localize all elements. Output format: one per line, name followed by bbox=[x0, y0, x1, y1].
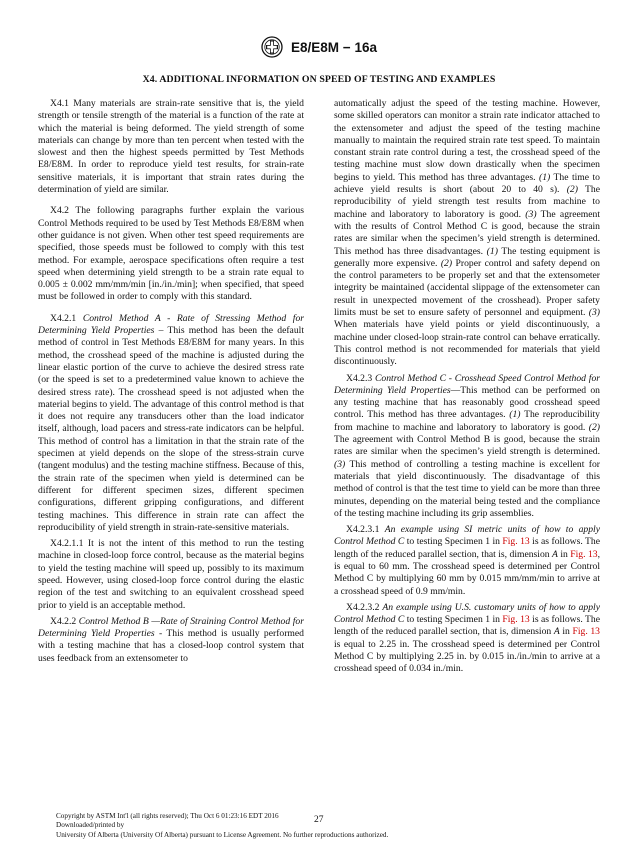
paragraph-body: – This method has been the default method of control in Test Methods E8/E8M for many years. In this method, the crosshead speed of the machine is adjusted during the linear elastic portion of the curve to achieve the desired stress rate (or the speed is set to a predetermined value known to achieve the desired stress rate). The crosshead speed is not adjusted when the material begins to yield. The advantage of this control method is that it does not require any transducers other than the load indicator itself, although, load pacers and stress-rate indicators can be helpful. This method of control has a limitation in that the strain rate of the specimen at yield depends on the slope of the stress-strain curve (tangent modulus) and the testing machine stiffness. Because of this, the strain rate of the specimen when yield is determined can be different for different specimen sizes, different specimen configurations, different gripping configurations, and different testing machines. This difference in strain rate can affect the reproducibility of yield strength in strain-rate-sensitive materials. bbox=[38, 325, 304, 533]
paragraph-x4-2-1 bbox=[38, 313, 304, 534]
text-run: (2) bbox=[588, 421, 600, 433]
paragraph-x4-2-1-1: X4.2.1.1 It is not the intent of this method to run the testing machine in closed-loop force control, because as the material begins to yield the testing machine will speed up, possibly to its maximum speed. However, using closed-loop force control during the elastic region of the test and switching to an equivalent crosshead speed prior to yield is an acceptable method. bbox=[38, 538, 304, 611]
paragraph-x4-2-2 bbox=[38, 616, 304, 665]
paragraph-number: X4.2.3 bbox=[346, 372, 373, 384]
paragraph-heading: Control Method C - Crosshead Speed Control Method for Determining Yield Properties bbox=[334, 372, 600, 396]
text-run: This method of controlling a testing machine is excellent for materials that yield discontinuously. The disadvantage of this method of control is that the test time to yield can be more than three minutes, depending on the material being tested and the compliance of the testing machine including its grip assemblies. bbox=[334, 458, 600, 519]
fig-13-link[interactable]: Fig. 13 bbox=[502, 614, 530, 626]
paragraph-heading: An example using U.S. customary units of how to apply Control Method C bbox=[334, 601, 600, 626]
text-run: (2) bbox=[566, 184, 578, 196]
paragraph-number: X4.2.2 bbox=[50, 615, 77, 627]
text-run: to testing Specimen 1 in bbox=[404, 536, 503, 548]
section-title: X4. ADDITIONAL INFORMATION ON SPEED OF TESTING AND EXAMPLES bbox=[142, 74, 496, 85]
text-run: (1) bbox=[486, 245, 498, 257]
text-run: , is equal to 60 mm. The crosshead speed is determined per Control Method C by multiplying 60 mm by 0.015 mm/mm/min to arrive at a crosshead speed of 0.9 mm/min. bbox=[334, 548, 600, 597]
text-run: Proper control and safety depend on the control parameters to be properly set and that the extensometer integrity be maintained (accidental slippage of the extensometer can result in unexpected movement of the crosshead). Proper safety limits must be set to ensure safety of personnel and equipment. bbox=[334, 257, 600, 319]
text-run: (1) bbox=[539, 171, 551, 183]
paragraph-continued bbox=[334, 98, 600, 369]
text-run: The testing equipment is generally more expensive. bbox=[334, 245, 600, 269]
text-run: (3) bbox=[588, 307, 600, 319]
text-run: (1) bbox=[509, 409, 521, 421]
text-run: in bbox=[559, 626, 573, 638]
fig-13-link[interactable]: Fig. 13 bbox=[570, 548, 598, 560]
paragraph-number: X4.2.3.2 bbox=[346, 601, 380, 613]
paragraph-x4-1: X4.1 Many materials are strain-rate sensitive that is, the yield strength or tensile strength of the material is a function of the rate at which the material is being deformed. The yield strength of some materials can change by more than ten percent when tested with the slowest and then the highest speeds permitted by Test Methods E8/E8M. In order to reproduce yield test results, for strain-rate sensitive materials, it is important that strain rates during the determination of yield are similar. bbox=[38, 98, 304, 196]
page-number: 27 bbox=[314, 815, 324, 825]
text-run: to testing Specimen 1 in bbox=[404, 614, 503, 626]
text-run: The agreement with the results of Control Method C is good, because the strain rates are similar when the specimen’s yield strength is determined. This method has three disadvantages. bbox=[334, 208, 601, 257]
standard-designation: E8/E8M − 16a bbox=[291, 39, 377, 55]
download-line: Downloaded/printed by bbox=[56, 821, 125, 830]
text-run: in bbox=[557, 548, 571, 560]
fig-13-link[interactable]: Fig. 13 bbox=[502, 536, 530, 548]
copyright-line: Copyright by ASTM Int'l (all rights reserved); Thu Oct 6 01:23:16 EDT 2016 bbox=[56, 812, 279, 820]
text-run: The reproducibility from machine to machine and laboratory to laboratory is good. bbox=[334, 409, 600, 433]
paragraph-number: X4.2.1 bbox=[50, 312, 77, 324]
paragraph-x4-2-3-2 bbox=[334, 602, 600, 676]
paragraph-body: - This method is usually performed with a testing machine that has a closed-loop control system that uses feedback from an extensometer to bbox=[38, 628, 304, 664]
text-run: (3) bbox=[525, 208, 537, 220]
paragraph-heading: Control Method A - Rate of Stressing Method for Determining Yield Properties bbox=[38, 312, 305, 337]
text-run: —This method can be performed on any testing machine that has reasonably good crosshead speed control. This method has three advantages. bbox=[334, 384, 600, 421]
paragraph-heading: Control Method B —Rate of Straining Control Method for Determining Yield Properties bbox=[38, 615, 304, 640]
paragraph-x4-2: X4.2 The following paragraphs further explain the various Control Methods required to be used by Test Methods E8/E8M when other guidance is not given. When other test speed requirements are specified, those speeds must be followed to comply with this test method. For example, aerospace specifications often require a test speed when determining yield strength to be a strain rate equal to 0.005 ± 0.002 mm/mm/min [in./in./min]; when specified, that speed must be followed in order to comply with this standard. bbox=[38, 205, 304, 303]
paragraph-number: X4.2.3.1 bbox=[346, 524, 380, 536]
text-run: is as follows. The length of the reduced parallel section, that is, dimension bbox=[334, 536, 601, 560]
text-run: The reproducibility of yield strength test results from machine to machine and laboratory to laboratory is good. bbox=[334, 184, 600, 220]
dimension-variable: A bbox=[553, 626, 560, 638]
astm-logo-icon bbox=[261, 36, 283, 58]
paragraph-x4-2-3-1 bbox=[334, 524, 600, 598]
fig-13-link[interactable]: Fig. 13 bbox=[572, 626, 600, 638]
text-run: is as follows. The length of the reduced parallel section, that is, dimension bbox=[334, 614, 601, 638]
text-run: The time to achieve yield results is short (about 20 to 40 s). bbox=[334, 171, 600, 196]
left-column bbox=[38, 98, 304, 665]
document-header bbox=[0, 36, 638, 58]
right-column bbox=[334, 98, 600, 676]
dimension-variable: A bbox=[552, 548, 558, 560]
page-footer bbox=[56, 812, 576, 840]
text-run: When materials have yield points or yield discontinuously, a machine under closed-loop strain-rate control can behave erratically. This control method is not recommended for materials that yield discontinuously. bbox=[334, 319, 600, 368]
license-line: University Of Alberta (University Of Alberta) pursuant to License Agreement. No further reproductions authorized. bbox=[56, 830, 389, 839]
paragraph-x4-2-3 bbox=[334, 373, 600, 521]
paragraph-heading: An example using SI metric units of how to apply Control Method C bbox=[334, 524, 601, 548]
text-run: The agreement with Control Method B is good, because the strain rates are similar when the specimen’s yield strength is determined. bbox=[334, 434, 600, 458]
text-run: is equal to 2.25 in. The crosshead speed is determined per Control Method C by multiplying 2.25 in. by 0.015 in./in./min to arrive at a crosshead speed of 0.034 in./min. bbox=[334, 638, 600, 675]
text-run: (2) bbox=[440, 257, 453, 269]
text-run: automatically adjust the speed of the testing machine. However, some skilled operators can monitor a strain rate indicator attached to the extensometer and adjust the speed of the testing machine manually to maintain the required strain rate test speed. To maintain constant strain rate control during a test, the crosshead speed of the testing machine must slow down drastically when the specimen begins to yield. This method has three advantages. bbox=[334, 98, 600, 183]
text-run: (3) bbox=[334, 458, 346, 470]
